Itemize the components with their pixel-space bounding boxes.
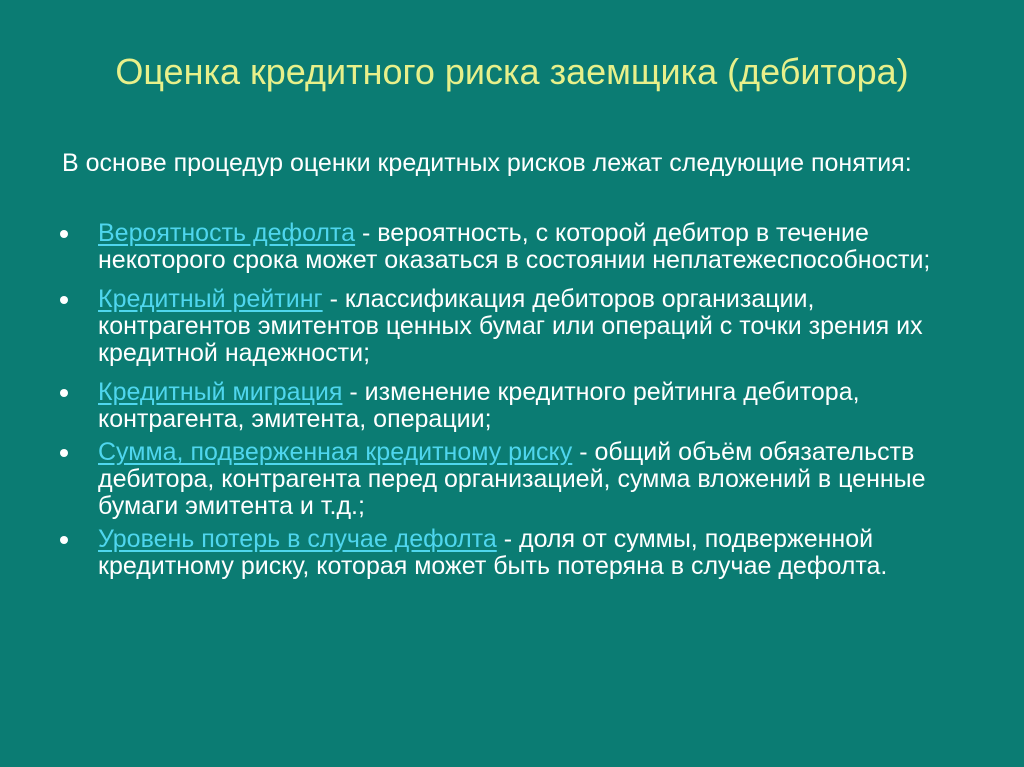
- term-link[interactable]: Вероятность дефолта: [98, 219, 356, 247]
- term-definition: - общий объём обязательств дебитора, контрагента перед организацией, сумма вложений в ценные бумаги эмитента и т.д.;: [98, 438, 926, 520]
- bullet-list: [60, 220, 960, 592]
- slide-title: Оценка кредитного риска заемщика (дебитора): [115, 51, 909, 92]
- term-link[interactable]: Сумма, подверженная кредитному риску: [98, 438, 573, 466]
- bullet-dot-icon: [60, 230, 68, 238]
- term-definition: - доля от суммы, подверженной кредитному риску, которая может быть потеряна в случае дефолта.: [98, 525, 888, 580]
- term-definition: - вероятность, с которой дебитор в течение некоторого срока может оказаться в состоянии неплатежеспособности;: [98, 219, 931, 274]
- term-link[interactable]: Кредитный миграция: [98, 378, 343, 406]
- intro-text: В основе процедур оценки кредитных рисков лежат следующие понятия:: [62, 149, 912, 177]
- bullet-dot-icon: [60, 449, 68, 457]
- list-item: [60, 379, 960, 433]
- bullet-dot-icon: [60, 536, 68, 544]
- bullet-dot-icon: [60, 296, 68, 304]
- list-item: [60, 526, 960, 580]
- term-link[interactable]: Кредитный рейтинг: [98, 285, 323, 313]
- list-item: [60, 439, 960, 520]
- term-definition: - изменение кредитного рейтинга дебитора, контрагента, эмитента, операции;: [98, 378, 860, 433]
- list-item: [60, 286, 960, 367]
- term-link[interactable]: Уровень потерь в случае дефолта: [98, 525, 497, 553]
- term-definition: - классификация дебиторов организации, контрагентов эмитентов ценных бумаг или операций с точки зрения их кредитной надежности;: [98, 285, 923, 367]
- bullet-dot-icon: [60, 389, 68, 397]
- list-item: [60, 220, 960, 274]
